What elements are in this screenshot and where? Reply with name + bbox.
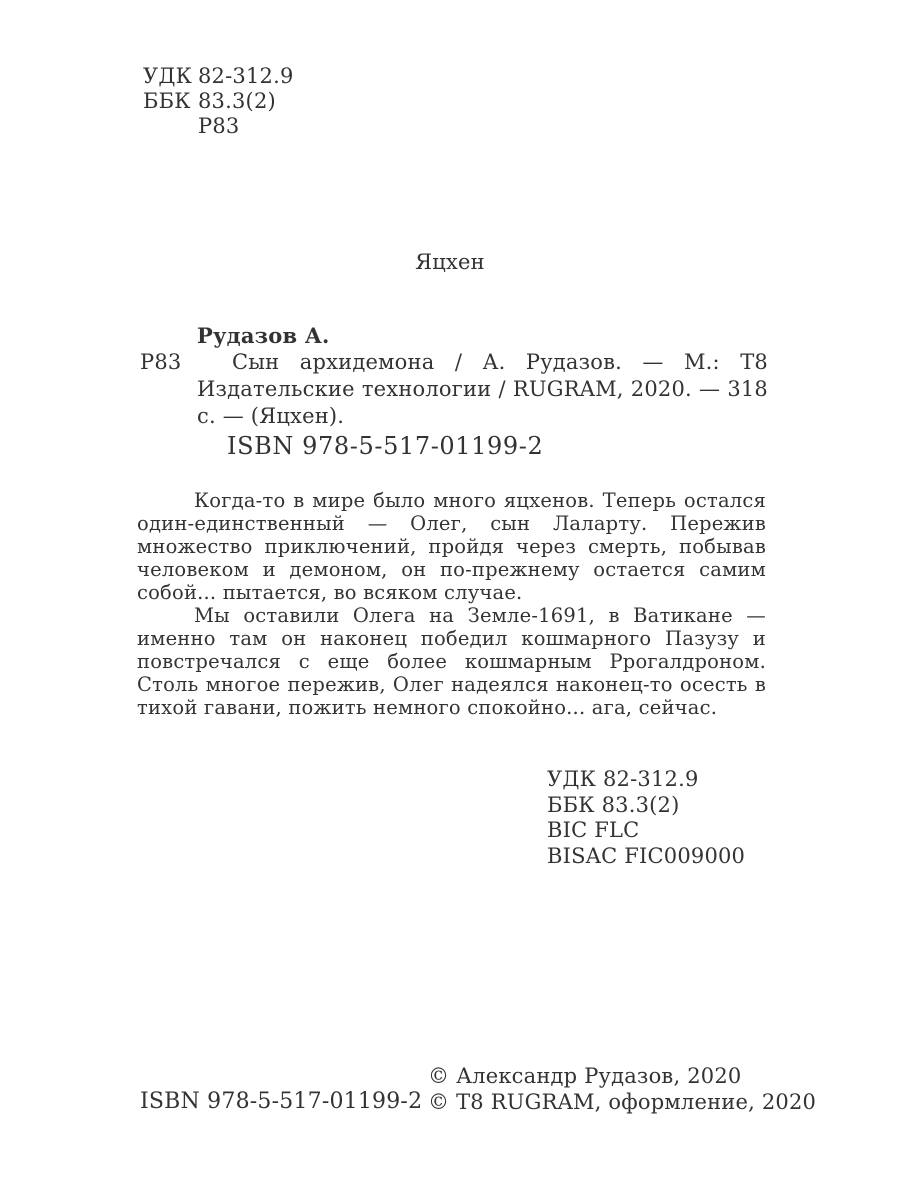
classification-bottom-block	[547, 767, 745, 869]
classification-bisac-line: BISAC FIC009000	[547, 843, 746, 868]
annotation	[137, 489, 766, 719]
classification-bbk-line: ББК 83.3(2)	[547, 792, 680, 817]
bbk-value: 83.3(2)	[198, 89, 276, 113]
classification-bic-line: BIC FLC	[547, 818, 640, 842]
copyright-block	[428, 1063, 816, 1115]
udk-value: 82-312.9	[198, 64, 294, 88]
classification-top-block	[143, 64, 294, 139]
bbk-line	[143, 89, 294, 114]
catalog-author: Рудазов А.	[197, 323, 330, 348]
annotation-paragraph-2: Мы оставили Олега на Земле-1691, в Ватикане — именно там он наконец победил кошмарного Пазузу и повстречался с еще более кошмарным Ррогалдроном. Столь многое пережив, Олег надеялся наконец-то осесть в тихой гавани, пожить немного спокойно... ага, сейчас.	[137, 604, 766, 719]
udk-line	[143, 64, 294, 89]
catalog-author-sign: Р83	[140, 350, 182, 374]
author-sign-line	[143, 114, 294, 139]
annotation-paragraph-1: Когда-то в мире было много яцхенов. Теперь остался один-единственный — Олег, сын Лаларту. Пережив множество приключений, пройдя через смерть, побывав человеком и демоном, он по-прежнему остается самим собой... пытается, во всяком случае.	[137, 489, 766, 604]
catalog-card-description	[140, 349, 771, 430]
copyright-author-line: © Александр Рудазов, 2020	[428, 1064, 742, 1088]
footer-isbn: ISBN 978-5-517-01199-2	[140, 1089, 423, 1114]
isbn-heading: ISBN 978-5-517-01199-2	[227, 432, 544, 460]
series-title: Яцхен	[415, 250, 485, 274]
udk-label: УДК	[143, 64, 193, 88]
bibliographic-description: Сын архидемона / А. Рудазов. — М.: Т8 Издательские технологии / RUGRAM, 2020. — 318 с. — (Яцхен).	[197, 350, 768, 428]
author-sign: Р83	[198, 114, 240, 138]
copyright-publisher-line: © Т8 RUGRAM, оформление, 2020	[428, 1090, 817, 1114]
bbk-label: ББК	[143, 89, 191, 113]
classification-udk-line: УДК 82-312.9	[547, 767, 699, 791]
